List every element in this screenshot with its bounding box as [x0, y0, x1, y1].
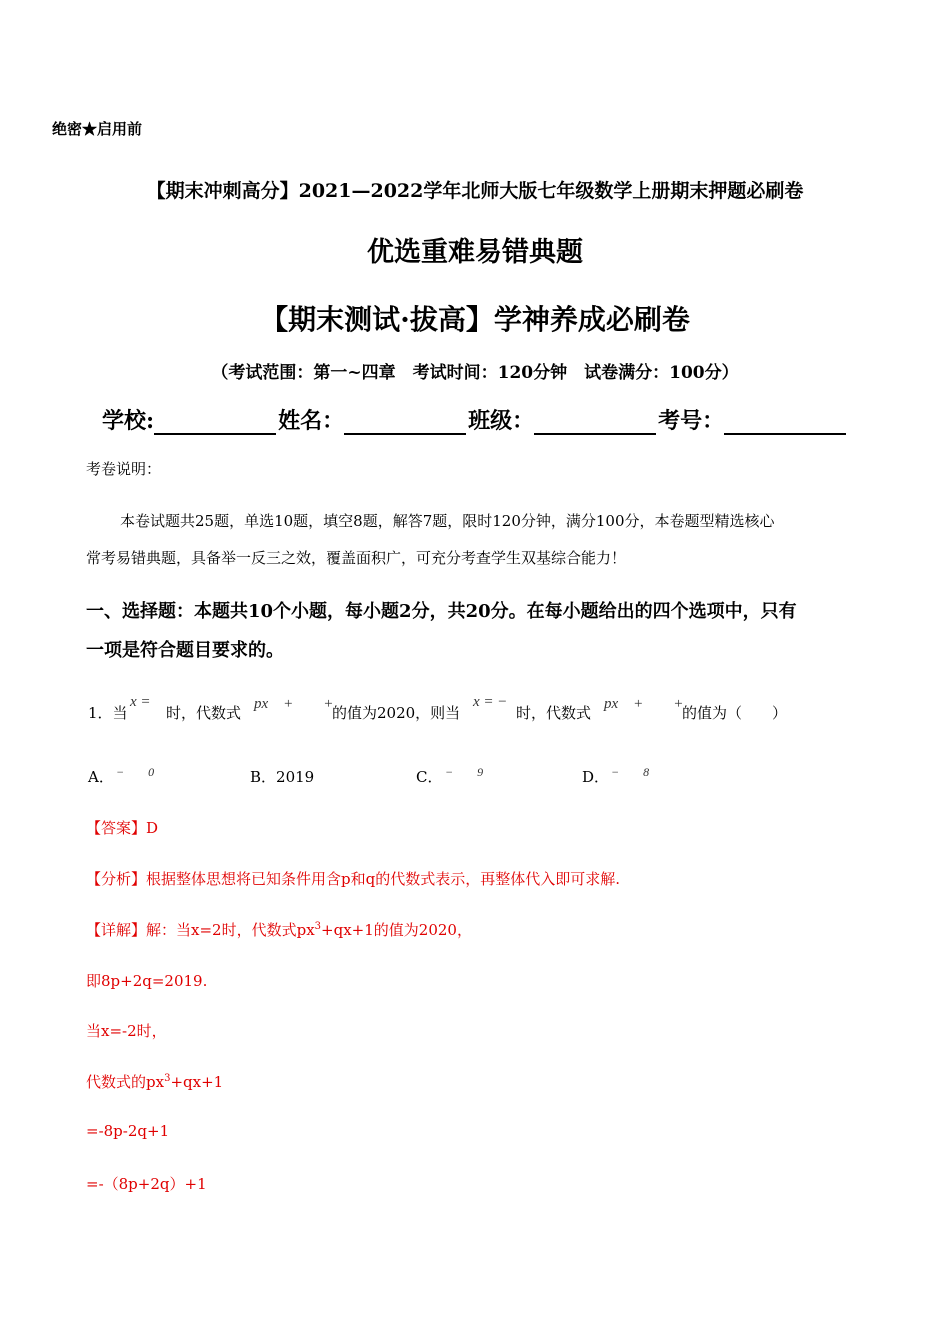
formula-fragment: x = — [130, 694, 151, 710]
analysis-text: 根据整体思想将已知条件用含p和q的代数式表示，再整体代入即可求解. — [146, 870, 620, 888]
instructions-line-2: 常考易错典题，具备举一反三之效，覆盖面积广，可充分考查学生双基综合能力！ — [86, 549, 627, 567]
detail-tag: 【详解】 — [86, 921, 147, 939]
solution-line-5: =-8p-2q+1 — [86, 1122, 170, 1140]
class-label: 班级： — [468, 408, 535, 434]
name-label: 姓名： — [278, 408, 345, 434]
secret-mark: 绝密★启用前 — [52, 120, 143, 138]
info-fields — [102, 404, 848, 435]
solution-line-3: 当x=-2时， — [86, 1022, 167, 1040]
number-blank[interactable] — [724, 411, 846, 435]
name-blank[interactable] — [344, 411, 466, 435]
solution-text: 代数式的px — [86, 1073, 165, 1091]
solution-text: +qx+1 — [170, 1073, 224, 1091]
exponent: 3 — [164, 1073, 171, 1084]
school-blank[interactable] — [154, 411, 276, 435]
question-text: 的值为2020，则当 — [332, 704, 461, 722]
formula-fragment: x = − — [473, 694, 508, 710]
formula-fragment: px + + — [604, 696, 684, 712]
exam-title: 【期末冲刺高分】2021—2022学年北师大版七年级数学上册期末押题必刷卷 — [146, 180, 804, 202]
formula-fragment: − 9 — [445, 765, 484, 779]
school-label: 学校: — [102, 408, 155, 434]
section-heading-line-2: 一项是符合题目要求的。 — [86, 640, 284, 661]
analysis-tag: 【分析】 — [86, 870, 147, 888]
formula-fragment: − 0 — [116, 765, 155, 779]
solution-line-6: =-（8p+2q）+1 — [86, 1175, 207, 1193]
exponent: 3 — [314, 921, 322, 932]
exam-info: （考试范围：第一~四章 考试时间：120分钟 试卷满分：100分） — [211, 363, 739, 383]
detail-text: +qx+1的值为2020， — [321, 921, 472, 939]
question-text: 时，代数式 — [516, 704, 592, 722]
option-d[interactable]: D． — [582, 768, 610, 786]
class-blank[interactable] — [534, 411, 656, 435]
answer-line: 【答案】D — [86, 819, 159, 837]
analysis-line — [86, 868, 620, 889]
detail-text: 解：当x=2时，代数式px — [146, 921, 315, 939]
solution-line-2: 即8p+2q=2019. — [86, 972, 208, 990]
exam-subtitle: 优选重难易错典题 — [367, 237, 583, 268]
option-b[interactable]: B．2019 — [250, 768, 315, 786]
question-number: 1．当 — [88, 704, 128, 722]
question-text: 的值为（ ） — [682, 704, 788, 722]
formula-fragment: − 8 — [611, 765, 650, 779]
option-c[interactable]: C． — [416, 768, 443, 786]
question-text: 时，代数式 — [166, 704, 242, 722]
detail-line — [86, 919, 472, 940]
instructions-line-1: 本卷试题共25题，单选10题，填空8题，解答7题，限时120分钟，满分100分，本卷题型精选核心 — [120, 512, 775, 530]
number-label: 考号： — [658, 408, 725, 434]
option-a[interactable]: A． — [88, 768, 114, 786]
section-heading-line-1: 一、选择题：本题共10个小题，每小题2分，共20分。在每小题给出的四个选项中，只有 — [86, 601, 797, 622]
instructions-heading: 考卷说明： — [86, 460, 162, 478]
solution-line-4 — [86, 1071, 223, 1092]
exam-subtitle-2: 【期末测试·拔高】学神养成必刷卷 — [260, 303, 690, 336]
formula-fragment: px + + — [254, 696, 334, 712]
